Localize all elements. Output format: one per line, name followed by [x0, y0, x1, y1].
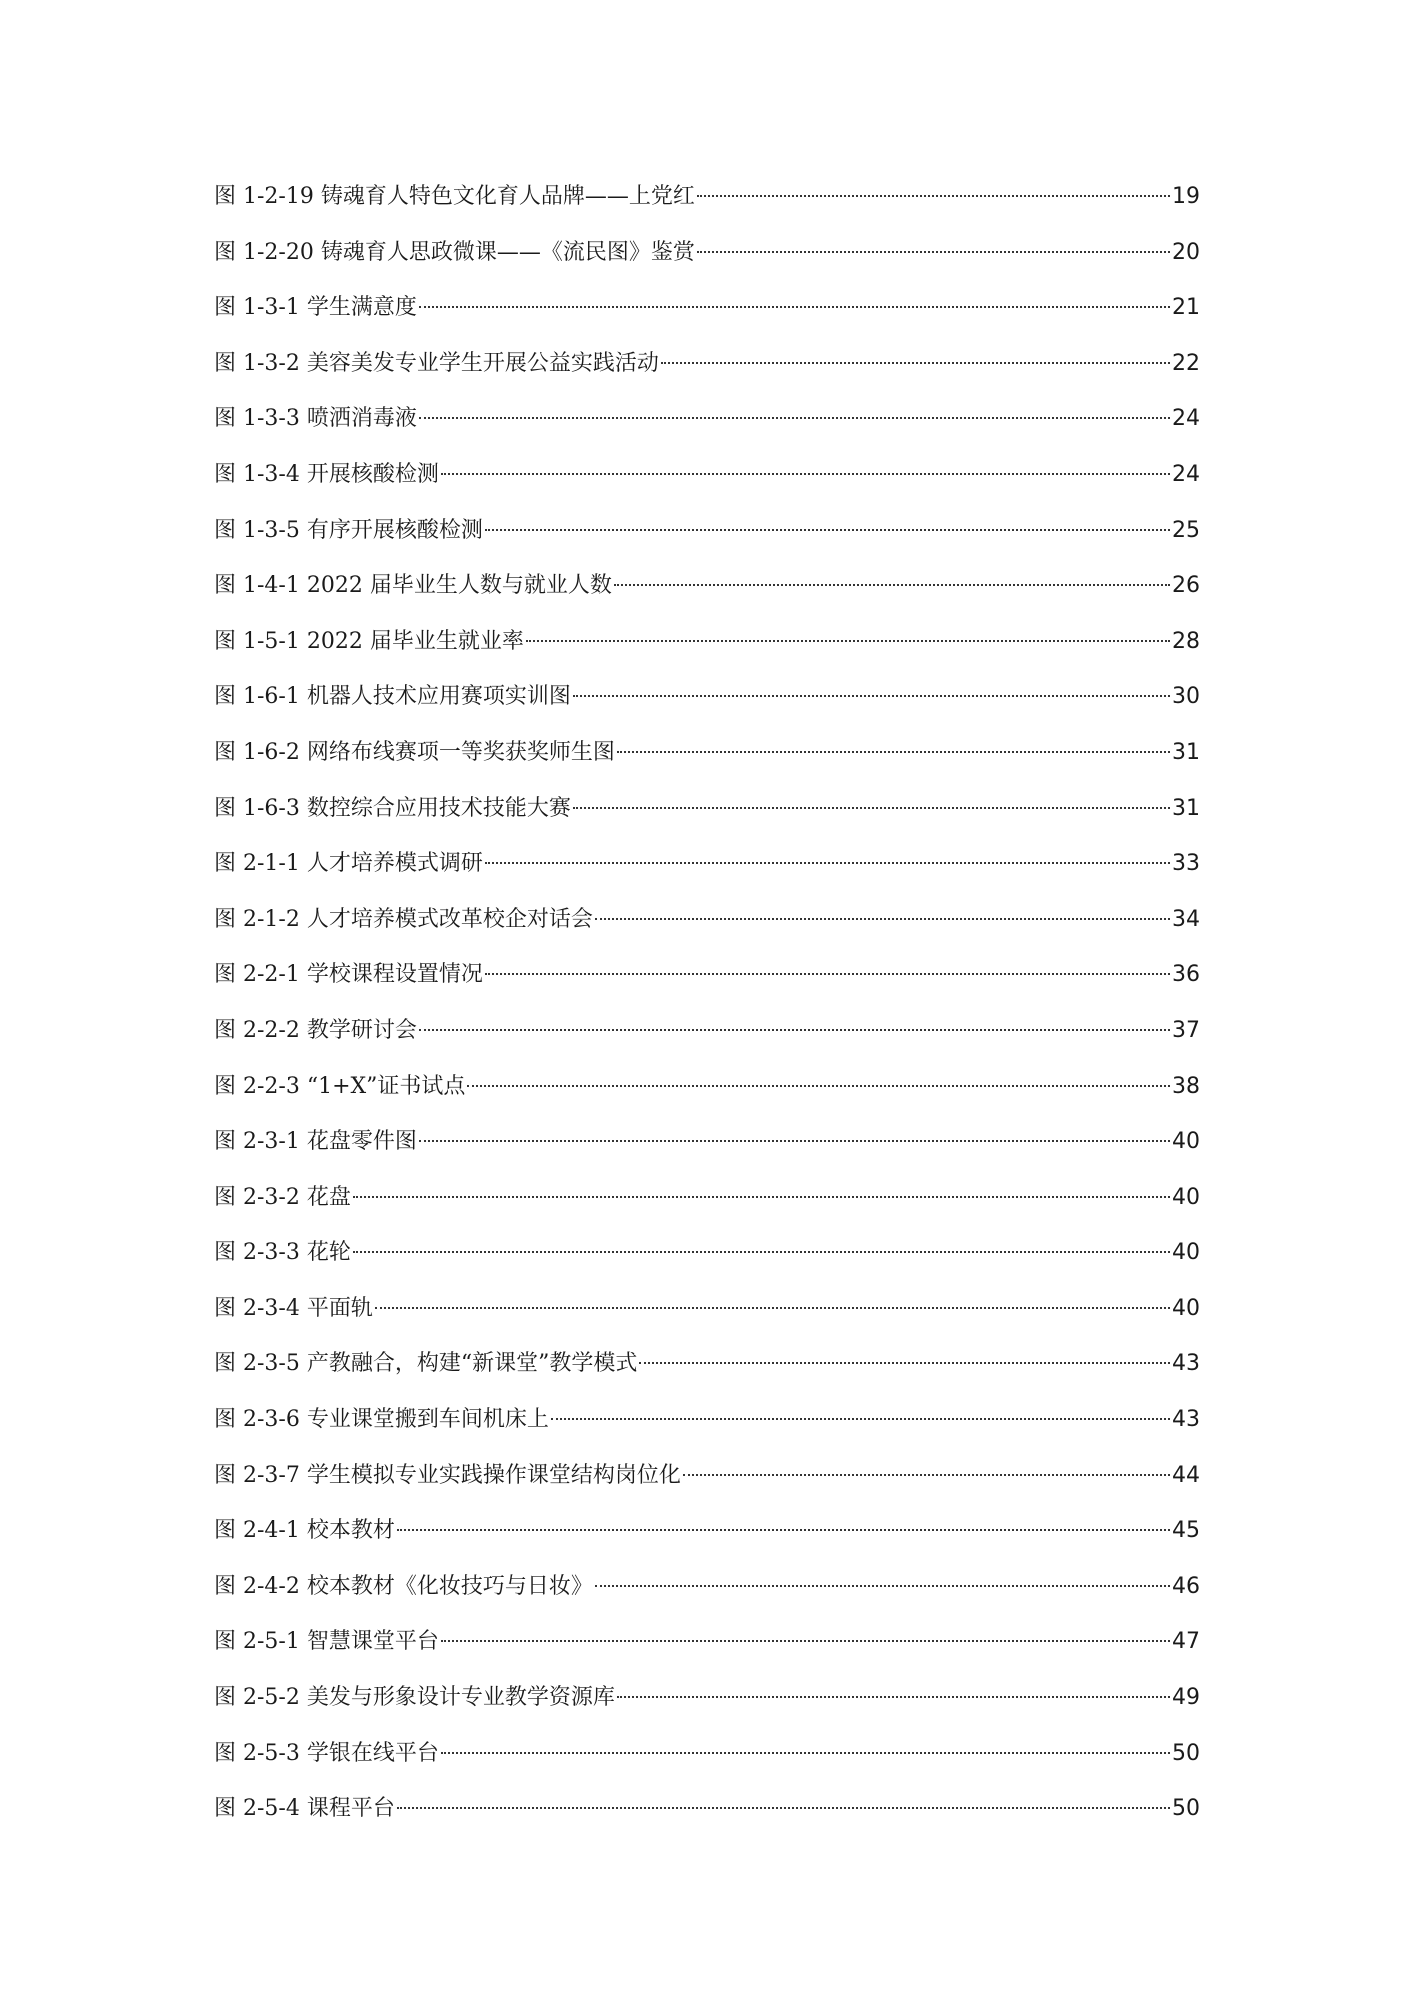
toc-entry[interactable] — [214, 1123, 1200, 1179]
toc-entry[interactable] — [214, 1068, 1200, 1124]
toc-entry[interactable] — [214, 1790, 1200, 1846]
toc-entry-page: 28 — [1172, 628, 1200, 654]
dot-leader — [595, 918, 1170, 920]
figure-list-toc — [214, 178, 1200, 1846]
toc-entry-label: 图 2-3-4 平面轨 — [214, 1295, 373, 1321]
toc-entry-label: 图 2-5-1 智慧课堂平台 — [214, 1629, 439, 1655]
toc-entry-page: 31 — [1172, 795, 1200, 821]
toc-entry[interactable] — [214, 1512, 1200, 1568]
toc-entry[interactable] — [214, 1234, 1200, 1290]
toc-entry-label: 图 2-3-3 花轮 — [214, 1240, 351, 1266]
toc-entry-label: 图 1-3-5 有序开展核酸检测 — [214, 517, 483, 543]
toc-entry[interactable] — [214, 1735, 1200, 1791]
toc-entry-label: 图 2-2-3 “1+X”证书试点 — [214, 1073, 466, 1099]
toc-entry-label: 图 2-3-6 专业课堂搬到车间机床上 — [214, 1407, 549, 1433]
toc-entry-label: 图 2-5-2 美发与形象设计专业教学资源库 — [214, 1685, 615, 1711]
toc-entry-page: 24 — [1172, 461, 1200, 487]
toc-entry[interactable] — [214, 678, 1200, 734]
toc-entry[interactable] — [214, 901, 1200, 957]
toc-entry-label: 图 2-1-2 人才培养模式改革校企对话会 — [214, 906, 593, 932]
toc-entry-page: 30 — [1172, 684, 1200, 710]
toc-entry-page: 50 — [1172, 1796, 1200, 1822]
toc-entry[interactable] — [214, 1568, 1200, 1624]
dot-leader — [375, 1307, 1170, 1309]
dot-leader — [485, 862, 1170, 864]
dot-leader — [551, 1418, 1170, 1420]
dot-leader — [485, 973, 1170, 975]
toc-entry-page: 22 — [1172, 350, 1200, 376]
toc-entry[interactable] — [214, 400, 1200, 456]
toc-entry-page: 21 — [1172, 295, 1200, 321]
dot-leader — [661, 362, 1170, 364]
toc-entry-label: 图 1-4-1 2022 届毕业生人数与就业人数 — [214, 573, 612, 599]
toc-entry-page: 40 — [1172, 1295, 1200, 1321]
toc-entry[interactable] — [214, 1679, 1200, 1735]
dot-leader — [467, 1085, 1170, 1087]
toc-entry-label: 图 1-3-4 开展核酸检测 — [214, 461, 439, 487]
toc-entry[interactable] — [214, 790, 1200, 846]
dot-leader — [697, 251, 1170, 253]
dot-leader — [441, 1640, 1170, 1642]
toc-entry-page: 43 — [1172, 1407, 1200, 1433]
dot-leader — [573, 807, 1170, 809]
toc-entry[interactable] — [214, 289, 1200, 345]
toc-entry[interactable] — [214, 956, 1200, 1012]
toc-entry-page: 40 — [1172, 1184, 1200, 1210]
toc-entry-page: 33 — [1172, 851, 1200, 877]
toc-entry-page: 44 — [1172, 1462, 1200, 1488]
toc-entry-label: 图 1-6-2 网络布线赛项一等奖获奖师生图 — [214, 739, 615, 765]
toc-entry-page: 49 — [1172, 1685, 1200, 1711]
dot-leader — [485, 529, 1170, 531]
toc-entry-page: 20 — [1172, 239, 1200, 265]
toc-entry[interactable] — [214, 234, 1200, 290]
dot-leader — [441, 473, 1170, 475]
toc-entry-page: 37 — [1172, 1017, 1200, 1043]
toc-entry-label: 图 2-3-7 学生模拟专业实践操作课堂结构岗位化 — [214, 1462, 681, 1488]
toc-entry[interactable] — [214, 1457, 1200, 1513]
toc-entry-label: 图 2-4-2 校本教材《化妆技巧与日妆》 — [214, 1573, 593, 1599]
toc-entry-page: 19 — [1172, 184, 1200, 209]
dot-leader — [573, 695, 1170, 697]
toc-entry[interactable] — [214, 512, 1200, 568]
toc-entry-page: 40 — [1172, 1240, 1200, 1266]
toc-entry-label: 图 2-3-5 产教融合，构建“新课堂”教学模式 — [214, 1351, 638, 1377]
dot-leader — [617, 751, 1170, 753]
toc-entry[interactable] — [214, 1179, 1200, 1235]
toc-entry[interactable] — [214, 734, 1200, 790]
toc-entry-page: 25 — [1172, 517, 1200, 543]
dot-leader — [419, 1140, 1170, 1142]
toc-entry-label: 图 1-3-3 喷洒消毒液 — [214, 406, 417, 432]
dot-leader — [353, 1196, 1170, 1198]
toc-entry-page: 47 — [1172, 1629, 1200, 1655]
dot-leader — [639, 1362, 1170, 1364]
toc-entry[interactable] — [214, 623, 1200, 679]
toc-entry[interactable] — [214, 456, 1200, 512]
dot-leader — [419, 417, 1170, 419]
toc-entry[interactable] — [214, 845, 1200, 901]
toc-entry-page: 31 — [1172, 739, 1200, 765]
toc-entry-page: 46 — [1172, 1573, 1200, 1599]
toc-entry[interactable] — [214, 1401, 1200, 1457]
toc-entry-label: 图 2-2-2 教学研讨会 — [214, 1017, 417, 1043]
dot-leader — [614, 584, 1170, 586]
dot-leader — [397, 1529, 1170, 1531]
toc-entry-page: 50 — [1172, 1740, 1200, 1766]
toc-entry-label: 图 1-3-2 美容美发专业学生开展公益实践活动 — [214, 350, 659, 376]
toc-entry[interactable] — [214, 1290, 1200, 1346]
toc-entry[interactable] — [214, 345, 1200, 401]
dot-leader — [697, 195, 1170, 197]
toc-entry-label: 图 2-3-2 花盘 — [214, 1184, 351, 1210]
toc-entry-label: 图 2-5-4 课程平台 — [214, 1796, 395, 1822]
toc-entry-label: 图 2-5-3 学银在线平台 — [214, 1740, 439, 1766]
toc-entry[interactable] — [214, 1012, 1200, 1068]
toc-entry-page: 40 — [1172, 1129, 1200, 1155]
toc-entry-page: 24 — [1172, 406, 1200, 432]
dot-leader — [595, 1585, 1170, 1587]
toc-entry-label: 图 1-6-1 机器人技术应用赛项实训图 — [214, 684, 571, 710]
toc-entry[interactable] — [214, 178, 1200, 234]
toc-entry[interactable] — [214, 1623, 1200, 1679]
toc-entry[interactable] — [214, 567, 1200, 623]
toc-entry-label: 图 1-6-3 数控综合应用技术技能大赛 — [214, 795, 571, 821]
toc-entry-page: 26 — [1172, 573, 1200, 599]
dot-leader — [526, 640, 1170, 642]
toc-entry-label: 图 2-4-1 校本教材 — [214, 1518, 395, 1544]
dot-leader — [419, 306, 1170, 308]
toc-entry-label: 图 2-1-1 人才培养模式调研 — [214, 851, 483, 877]
dot-leader — [353, 1251, 1170, 1253]
toc-entry-label: 图 1-2-19 铸魂育人特色文化育人品牌——上党红 — [214, 184, 695, 209]
toc-entry-page: 45 — [1172, 1518, 1200, 1544]
toc-entry-page: 38 — [1172, 1073, 1200, 1099]
dot-leader — [617, 1696, 1170, 1698]
dot-leader — [683, 1474, 1170, 1476]
toc-entry-label: 图 1-3-1 学生满意度 — [214, 295, 417, 321]
toc-entry-page: 43 — [1172, 1351, 1200, 1377]
dot-leader — [441, 1752, 1170, 1754]
dot-leader — [397, 1807, 1170, 1809]
toc-entry-page: 36 — [1172, 962, 1200, 988]
toc-entry-page: 34 — [1172, 906, 1200, 932]
dot-leader — [419, 1029, 1170, 1031]
toc-entry[interactable] — [214, 1345, 1200, 1401]
toc-entry-label: 图 1-2-20 铸魂育人思政微课——《流民图》鉴赏 — [214, 239, 695, 265]
toc-entry-label: 图 2-3-1 花盘零件图 — [214, 1129, 417, 1155]
toc-entry-label: 图 2-2-1 学校课程设置情况 — [214, 962, 483, 988]
toc-entry-label: 图 1-5-1 2022 届毕业生就业率 — [214, 628, 524, 654]
